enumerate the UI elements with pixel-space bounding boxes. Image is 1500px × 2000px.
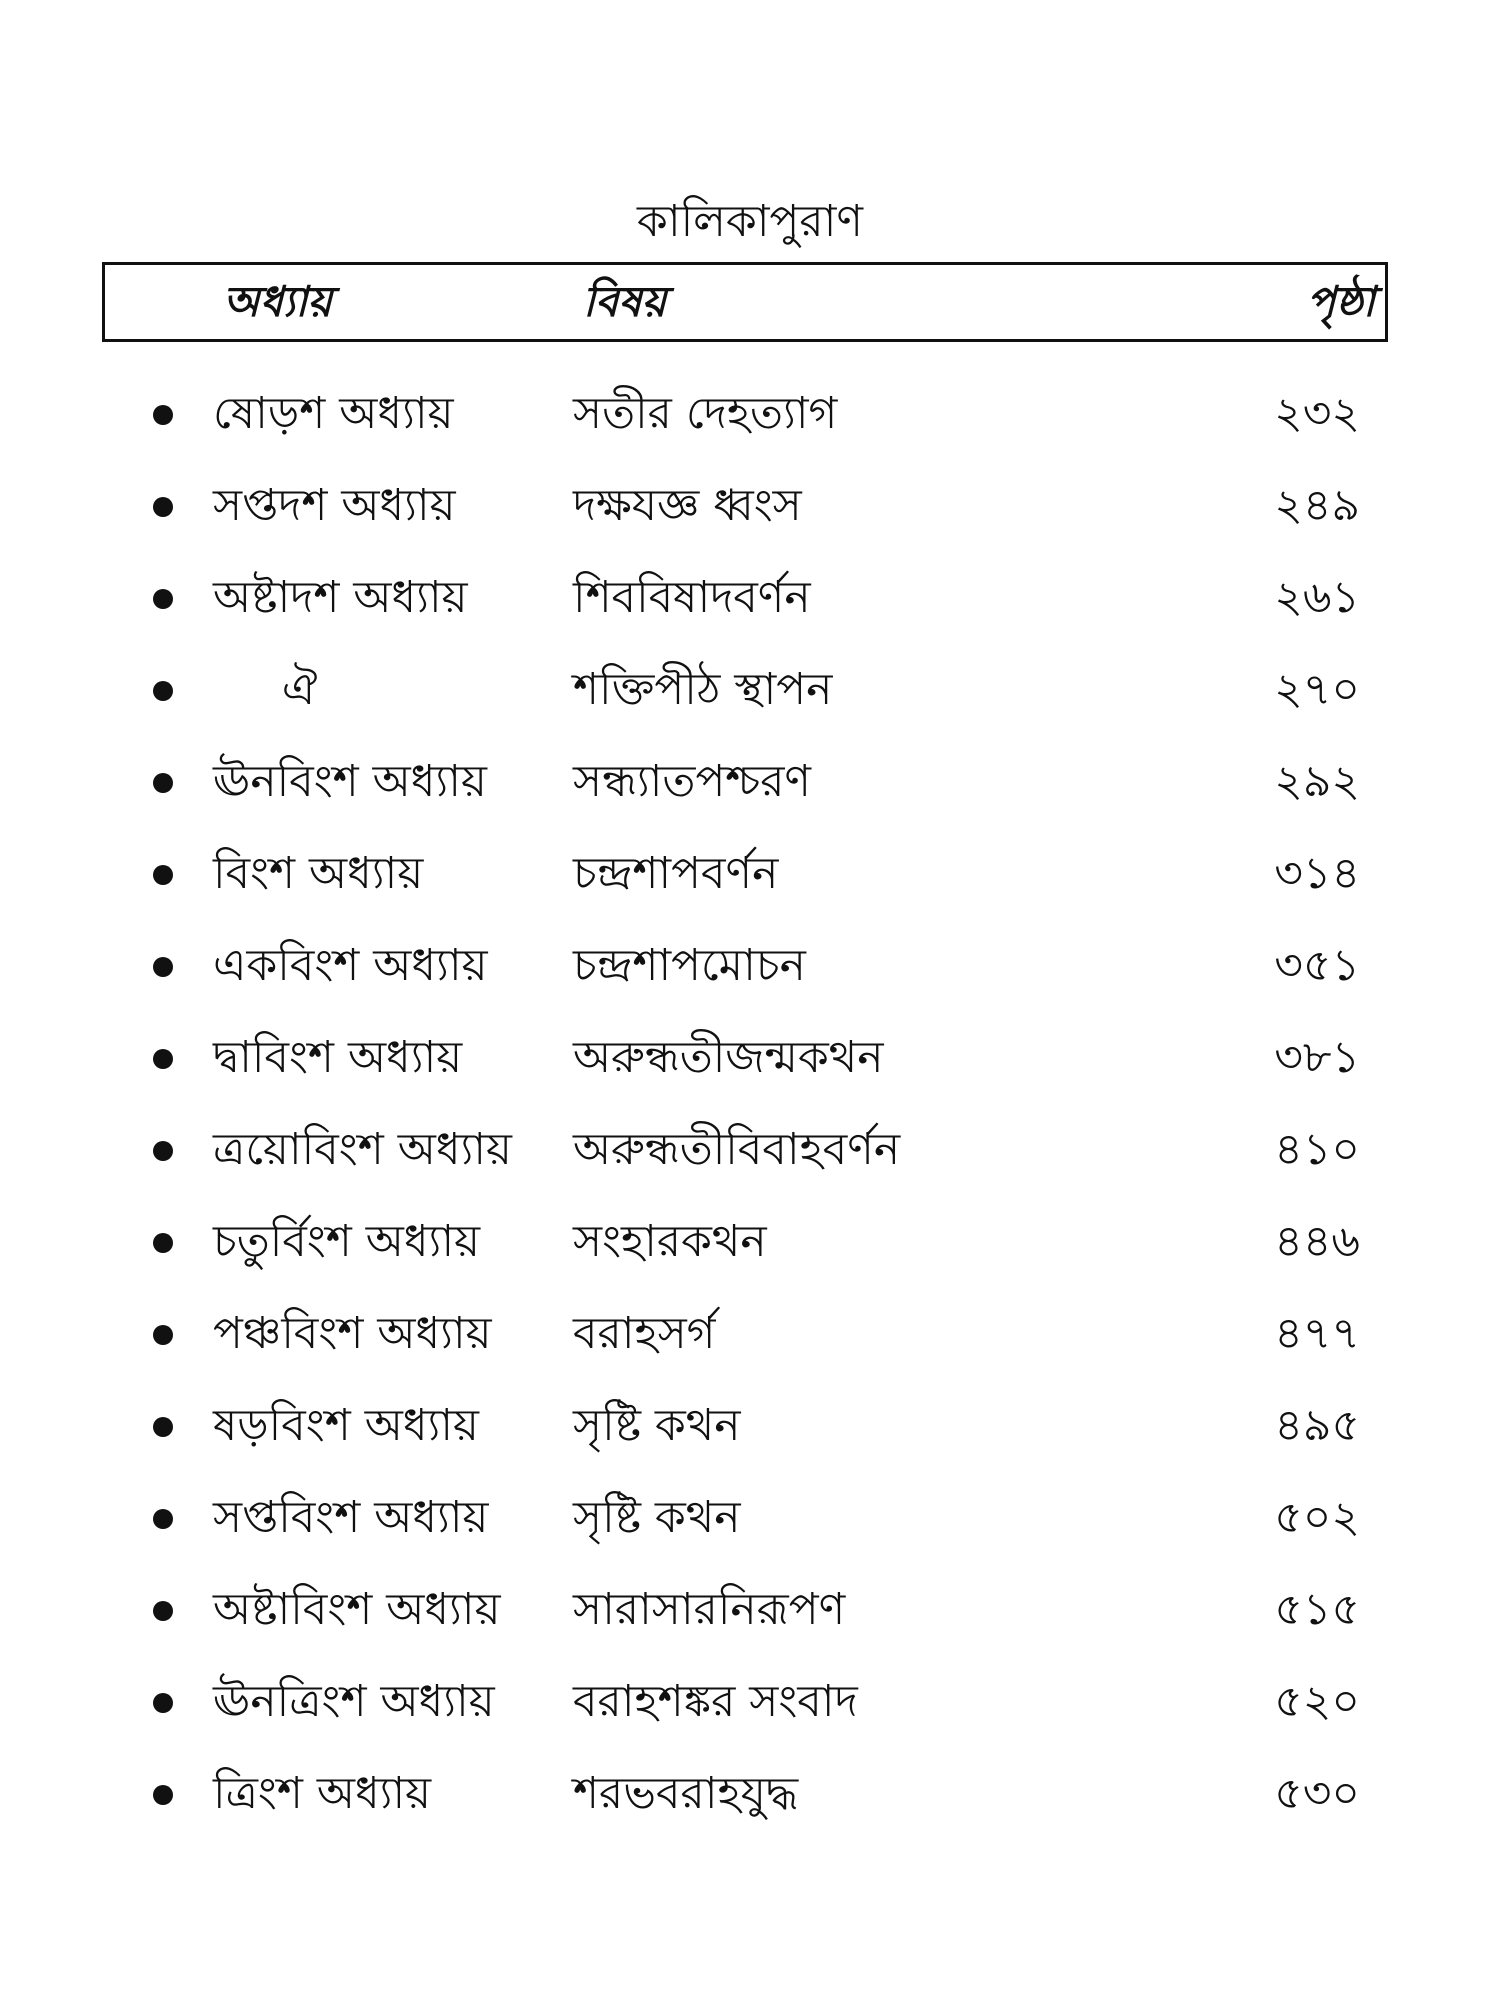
toc-row xyxy=(0,460,1500,552)
toc-row xyxy=(0,828,1500,920)
page-number: ২৩২ xyxy=(1274,388,1360,439)
subject-label: চন্দ্রশাপমোচন xyxy=(573,940,806,991)
subject-label: বরাহসর্গ xyxy=(573,1308,716,1359)
bullet-icon xyxy=(153,1325,173,1345)
toc-row xyxy=(0,552,1500,644)
chapter-label: চতুর্বিংশ অধ্যায় xyxy=(213,1216,481,1267)
chapter-label: ঊনত্রিংশ অধ্যায় xyxy=(213,1676,495,1727)
toc-row xyxy=(0,1564,1500,1656)
toc-row xyxy=(0,1748,1500,1840)
header-subject: বিষয় xyxy=(583,277,667,326)
page-number: ৩৫১ xyxy=(1274,940,1360,991)
chapter-label: ত্রয়োবিংশ অধ্যায় xyxy=(213,1124,512,1175)
page-number: ৫১৫ xyxy=(1274,1584,1360,1635)
chapter-label: অষ্টাবিংশ অধ্যায় xyxy=(213,1584,501,1635)
page-number: ৪১০ xyxy=(1274,1124,1360,1175)
header-chapter: অধ্যায় xyxy=(223,277,333,326)
chapter-label: দ্বাবিংশ অধ্যায় xyxy=(213,1032,463,1083)
chapter-label: ষোড়শ অধ্যায় xyxy=(213,388,454,439)
toc-row xyxy=(0,368,1500,460)
bullet-icon xyxy=(153,589,173,609)
subject-label: অরুন্ধতীজন্মকথন xyxy=(573,1032,884,1083)
toc-row xyxy=(0,1104,1500,1196)
page-number: ৪৯৫ xyxy=(1274,1400,1360,1451)
table-header xyxy=(102,262,1388,342)
subject-label: সন্ধ্যাতপশ্চরণ xyxy=(573,756,812,807)
chapter-label: ত্রিংশ অধ্যায় xyxy=(213,1768,432,1819)
bullet-icon xyxy=(153,865,173,885)
chapter-label: ষড়বিংশ অধ্যায় xyxy=(213,1400,479,1451)
subject-label: সৃষ্টি কথন xyxy=(573,1492,741,1543)
page-number: ৩১৪ xyxy=(1274,848,1360,899)
page-number: ২৭০ xyxy=(1274,664,1360,715)
toc-row xyxy=(0,1656,1500,1748)
page-title: কালিকাপুরাণ xyxy=(637,196,863,247)
page-number: ৪৭৭ xyxy=(1274,1308,1360,1359)
chapter-label: পঞ্চবিংশ অধ্যায় xyxy=(213,1308,492,1359)
bullet-icon xyxy=(153,1141,173,1161)
toc-row xyxy=(0,1012,1500,1104)
page-number: ৩৮১ xyxy=(1274,1032,1360,1083)
header-page: পৃষ্ঠা xyxy=(1306,277,1375,326)
toc-row xyxy=(0,644,1500,736)
subject-label: অরুন্ধতীবিবাহবর্ণন xyxy=(573,1124,901,1175)
bullet-icon xyxy=(153,957,173,977)
page-number: ২৪৯ xyxy=(1274,480,1360,531)
bullet-icon xyxy=(153,1693,173,1713)
subject-label: বরাহশঙ্কর সংবাদ xyxy=(573,1676,858,1727)
subject-label: সতীর দেহত্যাগ xyxy=(573,388,838,439)
bullet-icon xyxy=(153,1785,173,1805)
subject-label: শিববিষাদবর্ণন xyxy=(573,572,811,623)
toc-row xyxy=(0,1380,1500,1472)
page-number: ২৬১ xyxy=(1274,572,1360,623)
bullet-icon xyxy=(153,1509,173,1529)
toc-list xyxy=(0,368,1500,1840)
toc-row xyxy=(0,1196,1500,1288)
bullet-icon xyxy=(153,405,173,425)
subject-label: শরভবরাহযুদ্ধ xyxy=(573,1768,799,1819)
page-number: ৪৪৬ xyxy=(1274,1216,1360,1267)
page-number: ৫০২ xyxy=(1274,1492,1360,1543)
bullet-icon xyxy=(153,1417,173,1437)
bullet-icon xyxy=(153,681,173,701)
toc-row xyxy=(0,1288,1500,1380)
chapter-label: একবিংশ অধ্যায় xyxy=(213,940,488,991)
subject-label: দক্ষযজ্ঞ ধ্বংস xyxy=(573,480,802,531)
chapter-label: সপ্তদশ অধ্যায় xyxy=(213,480,456,531)
page-number: ২৯২ xyxy=(1274,756,1360,807)
chapter-label: অষ্টাদশ অধ্যায় xyxy=(213,572,468,623)
subject-label: চন্দ্রশাপবর্ণন xyxy=(573,848,779,899)
bullet-icon xyxy=(153,773,173,793)
subject-label: সৃষ্টি কথন xyxy=(573,1400,741,1451)
subject-label: সারাসারনিরূপণ xyxy=(573,1584,846,1635)
bullet-icon xyxy=(153,1233,173,1253)
page-number: ৫৩০ xyxy=(1274,1768,1360,1819)
bullet-icon xyxy=(153,1601,173,1621)
toc-row xyxy=(0,736,1500,828)
bullet-icon xyxy=(153,1049,173,1069)
toc-row xyxy=(0,920,1500,1012)
page-number: ৫২০ xyxy=(1274,1676,1360,1727)
chapter-label: সপ্তবিংশ অধ্যায় xyxy=(213,1492,489,1543)
chapter-label-ditto: ঐ xyxy=(282,664,318,715)
subject-label: শক্তিপীঠ স্থাপন xyxy=(573,664,833,715)
subject-label: সংহারকথন xyxy=(573,1216,767,1267)
chapter-label: বিংশ অধ্যায় xyxy=(213,848,424,899)
toc-row xyxy=(0,1472,1500,1564)
chapter-label: ঊনবিংশ অধ্যায় xyxy=(213,756,487,807)
bullet-icon xyxy=(153,497,173,517)
